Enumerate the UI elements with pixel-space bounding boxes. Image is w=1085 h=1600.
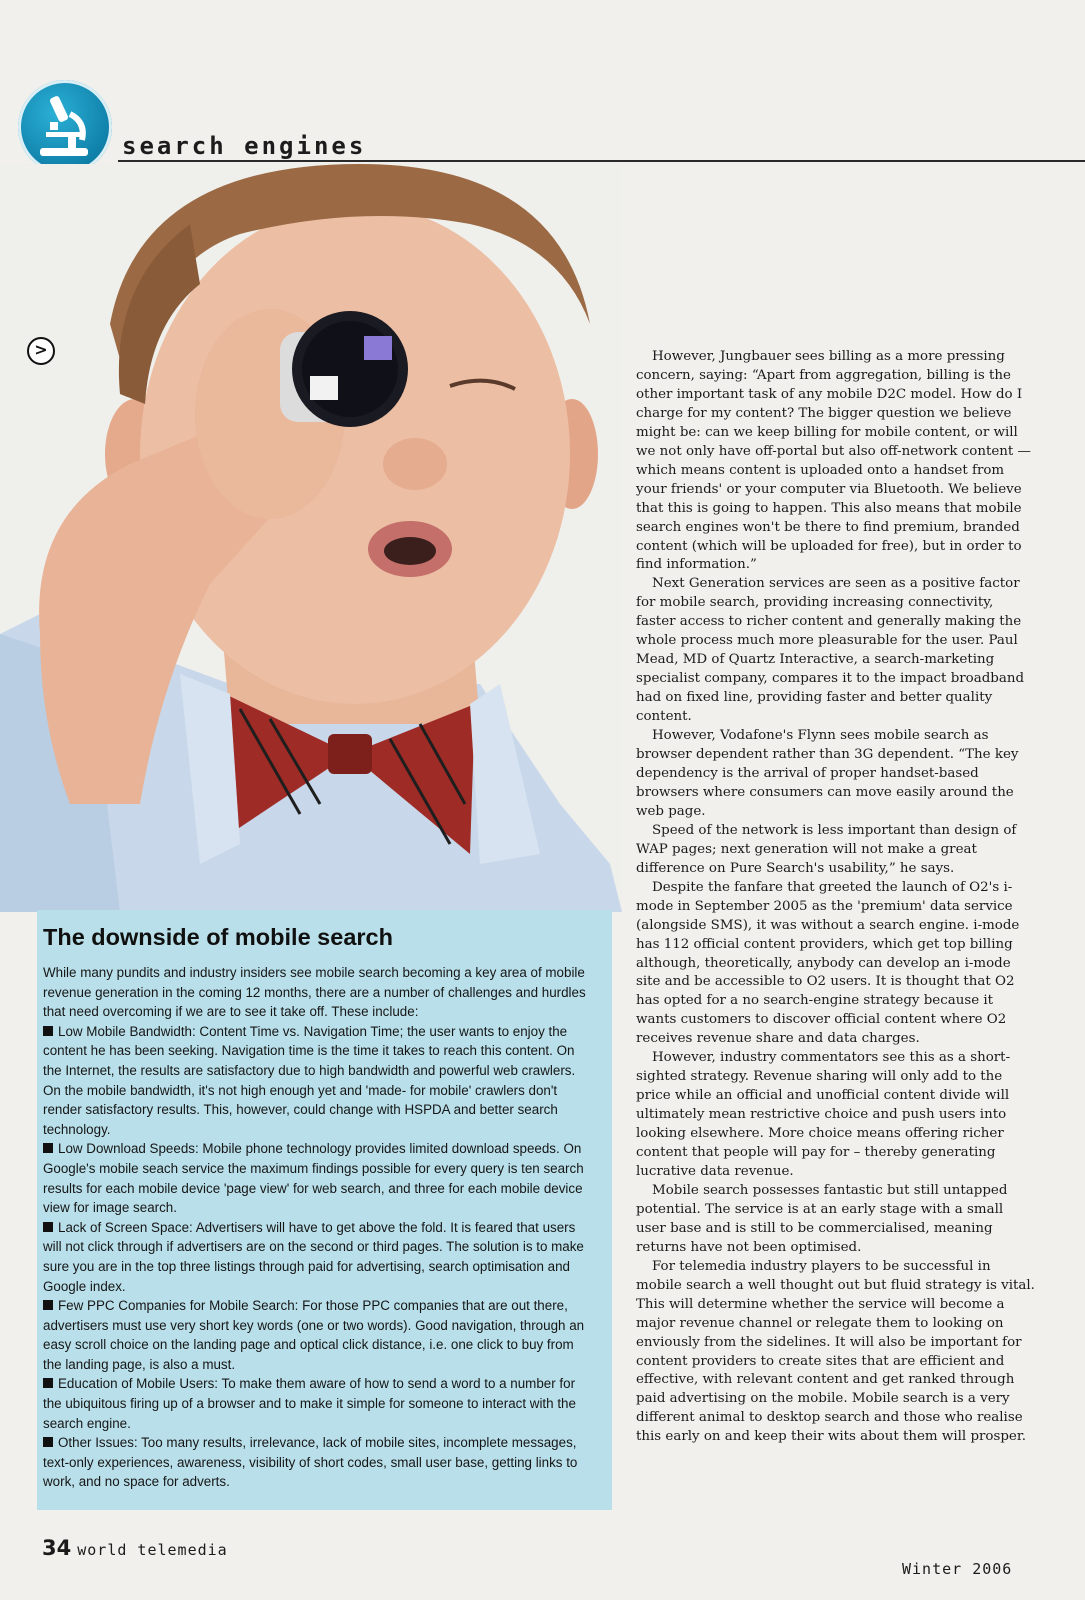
body-paragraph: Despite the fanfare that greeted the launch of O2's i-mode in September 2005 as the 'premium' data service (alongside SMS), it was without a search engine. i-mode has 112 official content providers, which get top billing although, theoretically, anybody can develop an i-mode site and be accessible to O2 users. It is thought that O2 has opted for a no search-engine strategy because it wants customers to discover official content where O2 receives revenue share and data charges. — [636, 879, 1020, 1047]
bullet-square — [43, 1143, 53, 1153]
article-body — [636, 348, 1036, 1447]
body-paragraph: Next Generation services are seen as a positive factor for mobile search, providing increasing connectivity, faster access to richer content and generally making the whole process much more pleasurable for the user. Paul Mead, MD of Quartz Interactive, a search-marketing specialist company, compares it to the impact broadband had on fixed line, providing faster and better quality content. — [636, 576, 1025, 725]
sidebar-item: Few PPC Companies for Mobile Search: For those PPC companies that are out there, advertisers must use very short key words (one or two words). Good navigation, through an easy scroll choice on the landing page and optical click distance, i.e. one click to buy from the landing page, is also a must. — [43, 1298, 585, 1372]
sidebar-item: Low Mobile Bandwidth: Content Time vs. Navigation Time; the user wants to enjoy the content he has been seeking. Navigation time is the time it takes to reach this content. On the Internet, the results are satisfactory due to high bandwidth and powerful web crawlers. On the mobile bandwidth, it's not high enough yet and 'made- for mobile' crawlers don't render satisfactory results. This, however, could change with HSPDA and better search technology. — [43, 1023, 576, 1137]
body-paragraph: Mobile search possesses fantastic but still untapped potential. The service is at an early stage with a small user base and is still to be commercialised, meaning returns have not been optimised. — [636, 1182, 1008, 1255]
issue-date: Winter 2006 — [902, 1560, 1013, 1578]
sidebar-text — [43, 963, 594, 1492]
sidebar-item: Other Issues: Too many results, irrelevance, lack of mobile sites, incomplete messages, text-only experiences, awareness, visibility of short codes, small user base, getting links to work, and no space for adverts. — [43, 1435, 578, 1490]
bullet-square — [43, 1300, 53, 1310]
body-paragraph: However, industry commentators see this as a short-sighted strategy. Revenue sharing will only add to the price while an official and unofficial content divide will ultimately mean restrictive choice and push users into looking elsewhere. More choice means offering richer content that people will pay for – thereby generating lucrative data revenue. — [636, 1050, 1011, 1179]
bullet-square — [43, 1437, 53, 1447]
header-rule — [118, 160, 1085, 162]
sidebar-intro: While many pundits and industry insiders see mobile search becoming a key area of mobile revenue generation in the coming 12 months, there are a number of challenges and hurdles that need overcoming if we are to see it take off. These include: — [43, 965, 586, 1020]
sidebar-item: Lack of Screen Space: Advertisers will have to get above the fold. It is feared that users will not click through if advertisers are on the second or third pages. The solution is to make sure you are in the top three listings through paid for advertising, search optimisation and Google index. — [43, 1219, 584, 1294]
magazine-name: world telemedia — [77, 1541, 228, 1559]
sidebar-item: Education of Mobile Users: To make them aware of how to send a word to a number for the ubiquitous firing up of a browser and to make it simple for someone to interact with the search engine. — [43, 1376, 576, 1431]
body-paragraph: However, Jungbauer sees billing as a more pressing concern, saying: “Apart from aggregation, billing is the other important task of any mobile D2C model. How do I charge for my content? The bigger question we believe might be: can we keep billing for mobile content, or will we not only have off-portal but also off-network content — which means content is uploaded onto a handset from your friends' or your computer via Bluetooth. We believe that this is going to happen. This also means that mobile search engines won't be there to find premium, branded content (which will be uploaded for free), but in order to find information.” — [636, 349, 1031, 573]
body-paragraph: For telemedia industry players to be successful in mobile search a well thought out but fluid strategy is vital. This will determine whether the service will become a major revenue channel or relegate them to looking on enviously from the sidelines. It will also be important for content providers to create sites that are efficient and effective, with relevant content and get ranked through paid advertising on the mobile. Mobile search is a very different animal to desktop search and those who realise this early on and keep their wits about them will prosper. — [636, 1258, 1035, 1445]
page-folio — [42, 1536, 228, 1560]
bullet-square — [43, 1222, 53, 1232]
microscope-icon — [32, 92, 98, 162]
body-paragraph: However, Vodafone's Flynn sees mobile search as browser dependent rather than 3G dependent. “The key dependency is the arrival of proper handset-based browsers where consumers can move easily around the web page. — [636, 728, 1019, 819]
boy-telescope-photo — [0, 164, 622, 912]
sidebar-box — [37, 910, 612, 1510]
sidebar-title: The downside of mobile search — [43, 924, 393, 950]
bullet-square — [43, 1026, 53, 1036]
page-number: 34 — [42, 1536, 72, 1560]
continuation-marker: > — [27, 337, 55, 365]
bullet-square — [43, 1378, 53, 1388]
sidebar-item: Low Download Speeds: Mobile phone technology provides limited download speeds. On Google's mobile seach service the maximum findings possible for every query is ten search results for each mobile device 'page view' for web search, and three for each mobile device view for image search. — [43, 1141, 584, 1216]
section-logo — [18, 80, 112, 174]
body-paragraph: Speed of the network is less important than design of WAP pages; next generation will not make a great difference on Pure Search's usability,” he says. — [636, 822, 1017, 876]
section-label: search engines — [122, 132, 367, 160]
